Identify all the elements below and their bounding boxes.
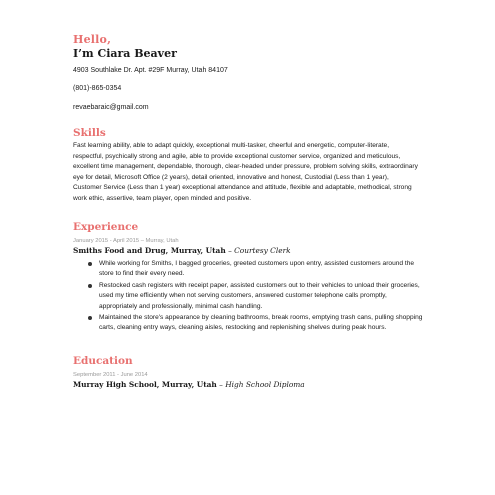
job-dates: January 2015 - April 2015: [73, 238, 140, 244]
job-location: Murray, Utah: [145, 238, 179, 244]
duty-item: Restocked cash registers with receipt paper, assisted customers out to their vehicles to unload their groceries, used my time efficiently when not serving customers, answered customer telephone calls promptly, appropriately and professionally, minimal cash handling.: [73, 281, 425, 312]
skills-text: Fast learning ability, able to adapt quickly, exceptional multi-tasker, cheerful and energetic, computer-literate, respectful, psychically strong and agile, able to provide exceptional customer service, organized and meticulous, excellent time management, dependable, thorough, clear-headed under pressure, problem solving skills, extraordinary eye for detail, Microsoft Office (2 years), detail oriented, innovative and honest, Custodial (Less than 1 year), Customer Service (Less than 1 year) exceptional attendance and attitude, flexible and adaptable, methodical, strong work ethic, assertive, team player, open minded and positive.: [73, 142, 418, 202]
duty-item: Maintained the store's appearance by cleaning bathrooms, break rooms, emptying trash cans, pulling shopping carts, cleaning entry ways, cleaning aisles, restocking and replenishing shelves during peak hours.: [73, 313, 425, 334]
education-entry: [73, 371, 425, 390]
greeting: Hello,: [73, 33, 112, 46]
address: 4903 Southlake Dr. Apt. #29F Murray, Utah 84107: [73, 67, 228, 74]
job-meta: [73, 237, 425, 245]
meta-separator: –: [139, 238, 146, 244]
job-role: Courtesy Clerk: [234, 246, 291, 255]
candidate-name: I’m Ciara Beaver: [73, 47, 177, 60]
education-dates: September 2011 - June 2014: [73, 371, 148, 378]
education-dash: –: [216, 379, 226, 389]
title-dash: –: [225, 246, 235, 255]
phone: (801)-865-0354: [73, 85, 122, 92]
job-duties: [73, 259, 425, 334]
skills-heading: Skills: [73, 127, 106, 139]
education-line: [73, 380, 425, 390]
education-heading: Education: [73, 354, 133, 367]
experience-heading: Experience: [73, 221, 139, 233]
job-entry: [73, 237, 425, 334]
employer: Smiths Food and Drug, Murray, Utah: [73, 246, 226, 255]
job-title-line: [73, 246, 425, 256]
resume-page: [73, 34, 425, 390]
school: Murray High School, Murray, Utah: [73, 379, 217, 389]
duty-item: While working for Smiths, I bagged groceries, greeted customers upon entry, assisted customers around the store to find their every need.: [73, 259, 425, 280]
degree: High School Diploma: [225, 379, 305, 389]
email: revaebaraic@gmail.com: [73, 104, 149, 111]
